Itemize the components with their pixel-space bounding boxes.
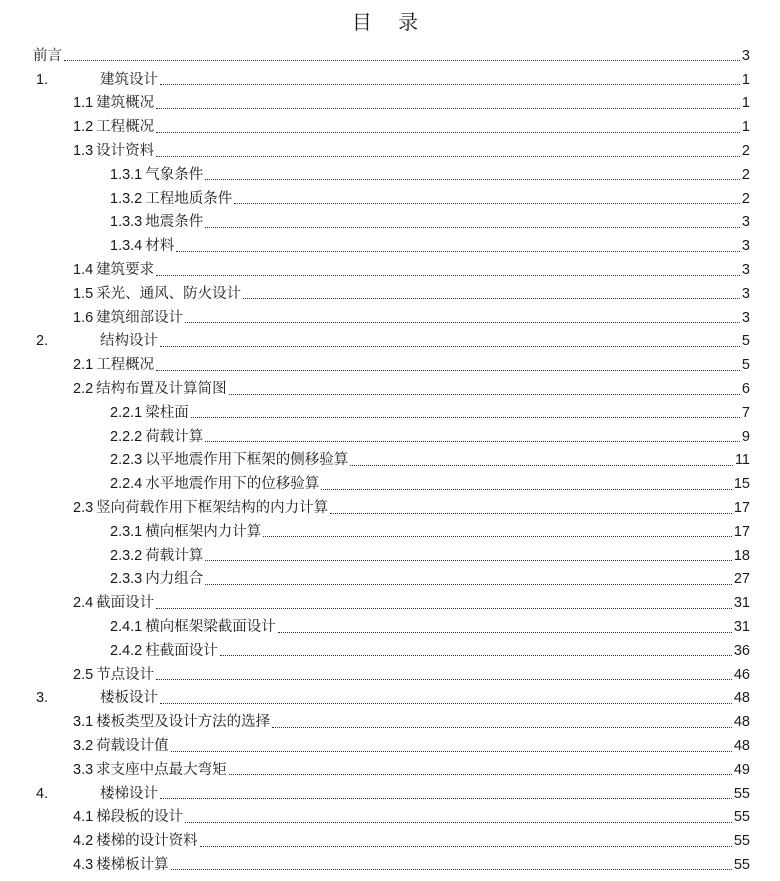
- toc-section-number: 2.4.1: [110, 619, 143, 636]
- dot-leader: [160, 84, 740, 85]
- toc-page-number: 27: [733, 571, 750, 588]
- toc-entry[interactable]: [0, 663, 780, 687]
- toc-section-number: 2.2.1: [110, 404, 143, 421]
- toc-entry[interactable]: [0, 44, 780, 68]
- toc-entry-heading: [110, 213, 203, 231]
- toc-entry[interactable]: [0, 591, 780, 615]
- table-of-contents: [0, 44, 780, 877]
- toc-entry-heading: [73, 666, 154, 684]
- toc-entry-heading: [73, 118, 154, 136]
- dot-leader: [229, 774, 732, 775]
- toc-section-number: 2.3: [73, 500, 94, 517]
- dot-leader: [243, 298, 740, 299]
- toc-entry-heading: [110, 523, 261, 541]
- toc-page-number: 49: [733, 761, 750, 778]
- toc-entry[interactable]: [0, 568, 780, 592]
- toc-entry[interactable]: [0, 449, 780, 473]
- toc-entry-heading: [73, 808, 183, 826]
- toc-entry[interactable]: [0, 782, 780, 806]
- toc-entry[interactable]: [0, 401, 780, 425]
- toc-entry-heading: [73, 261, 154, 279]
- toc-entry[interactable]: [0, 520, 780, 544]
- dot-leader: [229, 394, 740, 395]
- toc-section-title: 竖向荷载作用下框架结构的内力计算: [96, 500, 329, 517]
- toc-section-title: 工程概况: [96, 119, 155, 136]
- toc-entry[interactable]: [0, 472, 780, 496]
- dot-leader: [171, 751, 732, 752]
- toc-section-number: 2.1: [73, 357, 94, 374]
- toc-page-number: 5: [741, 333, 750, 350]
- dot-leader: [205, 441, 740, 442]
- toc-section-number: 2.3.1: [110, 523, 143, 540]
- toc-section-title: 楼板设计: [100, 690, 158, 707]
- toc-section-title: 工程概况: [96, 357, 155, 374]
- toc-entry[interactable]: [0, 853, 780, 877]
- dot-leader: [205, 584, 732, 585]
- toc-page-number: 55: [733, 833, 750, 850]
- dot-leader: [185, 822, 732, 823]
- toc-entry-heading: [36, 332, 158, 350]
- toc-entry-heading: [110, 451, 348, 469]
- toc-section-number: 1.3.4: [110, 238, 143, 255]
- toc-section-title: 建筑要求: [96, 262, 155, 279]
- toc-section-title: 建筑概况: [96, 95, 155, 112]
- toc-page-number: 2: [741, 143, 750, 160]
- toc-entry[interactable]: [0, 92, 780, 116]
- toc-page-number: 15: [733, 476, 750, 493]
- toc-entry[interactable]: [0, 115, 780, 139]
- dot-leader: [156, 275, 740, 276]
- toc-section-number: 1.3.3: [110, 214, 143, 231]
- toc-section-title: 建筑设计: [100, 71, 158, 88]
- toc-section-title: 结构设计: [100, 333, 158, 350]
- toc-entry[interactable]: [0, 234, 780, 258]
- toc-entry[interactable]: [0, 615, 780, 639]
- toc-entry[interactable]: [0, 306, 780, 330]
- toc-entry-heading: [73, 94, 154, 112]
- toc-entry-heading: [110, 618, 276, 636]
- dot-leader: [176, 251, 740, 252]
- toc-section-title: 求支座中点最大弯矩: [96, 761, 227, 778]
- toc-entry-heading: [110, 547, 203, 565]
- toc-section-number: 2.5: [73, 666, 94, 683]
- toc-entry-heading: [110, 166, 203, 184]
- toc-entry-heading: [110, 428, 203, 446]
- toc-page-number: 1: [741, 119, 750, 136]
- toc-entry-heading: [36, 689, 158, 707]
- toc-section-number: 4.1: [73, 809, 94, 826]
- toc-page-number: 3: [741, 47, 750, 64]
- toc-entry[interactable]: [0, 544, 780, 568]
- toc-section-title: 水平地震作用下的位移验算: [145, 476, 320, 493]
- toc-entry[interactable]: [0, 330, 780, 354]
- toc-entry[interactable]: [0, 425, 780, 449]
- dot-leader: [205, 179, 740, 180]
- dot-leader: [160, 346, 740, 347]
- toc-section-title: 结构布置及计算简图: [96, 381, 227, 398]
- toc-entry-heading: [110, 642, 218, 660]
- toc-entry[interactable]: [0, 377, 780, 401]
- toc-section-number: 2.4.2: [110, 642, 143, 659]
- toc-section-title: 前言: [33, 47, 62, 64]
- dot-leader: [205, 560, 732, 561]
- toc-section-number: 1.4: [73, 262, 94, 279]
- toc-entry-heading: [110, 190, 232, 208]
- dot-leader: [64, 60, 740, 61]
- toc-page-number: 55: [733, 809, 750, 826]
- toc-entry-heading: [73, 713, 270, 731]
- toc-section-title: 梯段板的设计: [96, 809, 184, 826]
- toc-page-number: 1: [741, 71, 750, 88]
- toc-page-number: 5: [741, 357, 750, 374]
- toc-section-number: 1.3: [73, 143, 94, 160]
- toc-page-number: 7: [741, 404, 750, 421]
- toc-entry-heading: [110, 475, 319, 493]
- toc-section-number: 1.1: [73, 95, 94, 112]
- toc-section-title: 地震条件: [145, 214, 204, 231]
- dot-leader: [205, 227, 740, 228]
- toc-entry[interactable]: [0, 806, 780, 830]
- toc-section-title: 内力组合: [145, 571, 204, 588]
- toc-section-title: 工程地质条件: [145, 190, 233, 207]
- toc-section-number: 1.5: [73, 285, 94, 302]
- toc-section-number: 1.6: [73, 309, 94, 326]
- toc-entry-heading: [73, 761, 227, 779]
- toc-entry-heading: [73, 142, 154, 160]
- toc-entry-heading: [110, 404, 189, 422]
- toc-page-number: 3: [741, 309, 750, 326]
- toc-entry-heading: [73, 380, 227, 398]
- dot-leader: [156, 108, 740, 109]
- toc-section-number: 4.3: [73, 856, 94, 873]
- toc-page-number: 3: [741, 285, 750, 302]
- toc-entry[interactable]: [0, 282, 780, 306]
- toc-entry[interactable]: [0, 68, 780, 92]
- toc-section-number: 4.: [36, 785, 49, 802]
- toc-page-number: 31: [733, 595, 750, 612]
- dot-leader: [278, 632, 732, 633]
- toc-page-number: 6: [741, 381, 750, 398]
- toc-section-number: 1.2: [73, 119, 94, 136]
- toc-entry-heading: [73, 856, 169, 874]
- dot-leader: [156, 156, 740, 157]
- toc-entry-heading: [73, 832, 198, 850]
- toc-section-number: 2.2.4: [110, 476, 143, 493]
- page-title: 目 录: [351, 10, 429, 34]
- toc-entry-heading: [73, 594, 154, 612]
- toc-section-title: 以平地震作用下框架的侧移验算: [145, 452, 349, 469]
- toc-section-number: 3.3: [73, 761, 94, 778]
- toc-page-number: 9: [741, 428, 750, 445]
- dot-leader: [156, 608, 732, 609]
- toc-section-title: 荷载设计值: [96, 738, 169, 754]
- toc-section-title: 设计资料: [96, 143, 155, 160]
- toc-section-number: 2.3.3: [110, 571, 143, 588]
- toc-entry-heading: [36, 785, 158, 803]
- toc-entry-heading: [73, 499, 328, 517]
- toc-section-number: 3.2: [73, 738, 94, 754]
- toc-page-number: 48: [733, 714, 750, 731]
- toc-section-title: 建筑细部设计: [96, 309, 184, 326]
- toc-entry[interactable]: [0, 496, 780, 520]
- toc-section-number: 2.: [36, 333, 49, 350]
- toc-section-number: 4.2: [73, 833, 94, 850]
- dot-leader: [156, 370, 740, 371]
- toc-section-number: 2.2.3: [110, 452, 143, 469]
- toc-page-number: 11: [734, 452, 750, 469]
- dot-leader: [350, 465, 733, 466]
- toc-page-number: 3: [741, 214, 750, 231]
- toc-page-number: 17: [733, 523, 750, 540]
- toc-entry[interactable]: [0, 353, 780, 377]
- toc-entry[interactable]: [0, 710, 780, 734]
- toc-entry-heading: [110, 570, 203, 588]
- toc-section-title: 荷载计算: [145, 428, 204, 445]
- toc-entry[interactable]: [0, 639, 780, 663]
- toc-entry-heading: [33, 47, 62, 65]
- toc-page-number: 36: [733, 642, 750, 659]
- toc-page-number: 2: [741, 190, 750, 207]
- toc-section-number: 2.4: [73, 595, 94, 612]
- toc-section-number: 1.3.2: [110, 190, 143, 207]
- toc-entry[interactable]: [0, 734, 780, 758]
- toc-section-title: 柱截面设计: [145, 642, 218, 659]
- dot-leader: [200, 846, 732, 847]
- toc-section-title: 楼梯设计: [100, 785, 158, 802]
- toc-page-number: 3: [741, 238, 750, 255]
- toc-entry-heading: [110, 237, 174, 255]
- toc-section-title: 荷载计算: [145, 547, 204, 564]
- dot-leader: [263, 536, 732, 537]
- toc-page-number: 48: [733, 738, 750, 754]
- toc-section-number: 2.2.2: [110, 428, 143, 445]
- toc-page-number: 55: [733, 856, 750, 873]
- toc-entry-heading: [73, 285, 241, 303]
- toc-section-title: 截面设计: [96, 595, 155, 612]
- toc-entry-heading: [73, 737, 169, 755]
- toc-entry[interactable]: [0, 258, 780, 282]
- toc-section-number: 1.: [36, 71, 49, 88]
- toc-section-title: 采光、通风、防火设计: [96, 285, 242, 302]
- toc-entry[interactable]: [0, 139, 780, 163]
- toc-section-title: 节点设计: [96, 666, 155, 683]
- toc-section-number: 3.1: [73, 714, 94, 731]
- dot-leader: [234, 203, 740, 204]
- dot-leader: [156, 132, 740, 133]
- toc-page-number: 2: [741, 166, 750, 183]
- toc-entry[interactable]: [0, 829, 780, 853]
- dot-leader: [220, 655, 732, 656]
- toc-section-title: 楼板类型及设计方法的选择: [96, 714, 271, 731]
- toc-entry[interactable]: [0, 163, 780, 187]
- toc-section-title: 材料: [145, 238, 175, 255]
- dot-leader: [321, 489, 732, 490]
- toc-entry[interactable]: [0, 687, 780, 711]
- dot-leader: [272, 727, 732, 728]
- dot-leader: [160, 703, 732, 704]
- toc-section-title: 横向框架内力计算: [145, 523, 262, 540]
- toc-section-title: 横向框架梁截面设计: [145, 619, 276, 636]
- dot-leader: [191, 417, 740, 418]
- toc-page-number: 1: [741, 95, 750, 112]
- toc-section-title: 气象条件: [145, 166, 204, 183]
- toc-section-number: 2.2: [73, 381, 94, 398]
- toc-page-number: 17: [733, 500, 750, 517]
- toc-entry[interactable]: [0, 758, 780, 782]
- toc-entry-heading: [36, 71, 158, 89]
- toc-section-title: 楼梯的设计资料: [96, 833, 198, 850]
- toc-entry-heading: [73, 309, 183, 327]
- toc-entry-heading: [73, 356, 154, 374]
- toc-page-number: 46: [733, 666, 750, 683]
- toc-entry[interactable]: [0, 211, 780, 235]
- dot-leader: [160, 798, 732, 799]
- toc-section-number: 1.3.1: [110, 166, 143, 183]
- toc-page-number: 18: [733, 547, 750, 564]
- dot-leader: [185, 322, 740, 323]
- toc-section-number: 3.: [36, 690, 49, 707]
- dot-leader: [156, 679, 732, 680]
- dot-leader: [171, 869, 732, 870]
- toc-page-number: 3: [741, 262, 750, 279]
- toc-page-number: 31: [733, 619, 750, 636]
- toc-page-number: 48: [733, 690, 750, 707]
- toc-section-number: 2.3.2: [110, 547, 143, 564]
- toc-section-title: 梁柱面: [145, 404, 189, 421]
- toc-section-title: 楼梯板计算: [96, 856, 169, 873]
- dot-leader: [330, 513, 732, 514]
- toc-page-number: 55: [733, 785, 750, 802]
- toc-entry[interactable]: [0, 187, 780, 211]
